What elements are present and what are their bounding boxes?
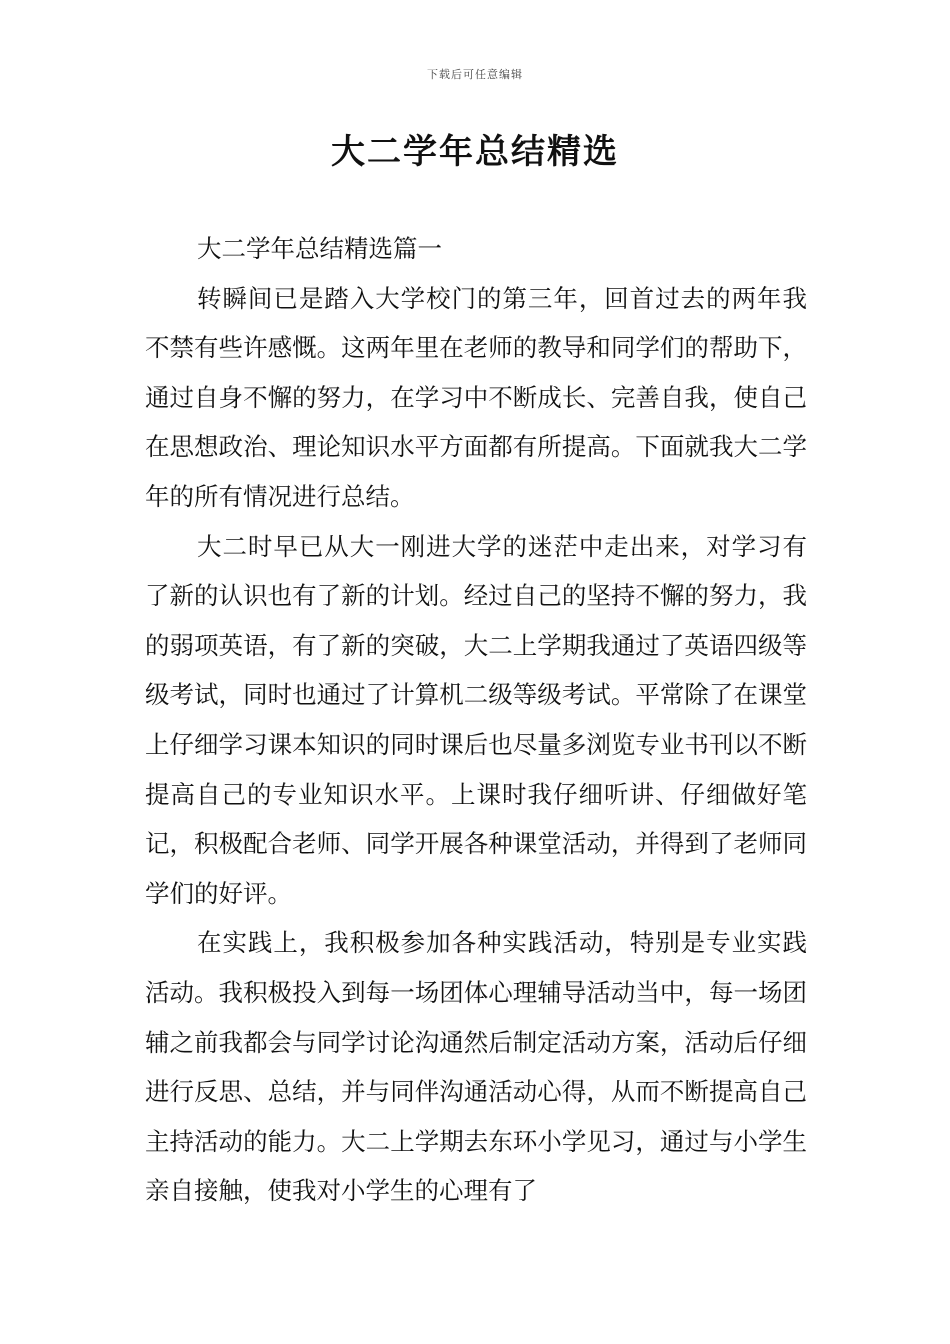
paragraph-3: 在实践上，我积极参加各种实践活动，特别是专业实践活动。我积极投入到每一场团体心理辅导活动当中，每一场团辅之前我都会与同学讨论沟通然后制定活动方案，活动后仔细进行反思、总结，并与同伴沟通活动心得，从而不断提高自己主持活动的能力。大二上学期去东环小学见习，通过与小学生亲自接触，使我对小学生的心理有了 xyxy=(145,928,807,1206)
header-note: 下载后可任意编辑 xyxy=(427,68,523,81)
paragraph-1: 转瞬间已是踏入大学校门的第三年，回首过去的两年我不禁有些许感慨。这两年里在老师的教导和同学们的帮助下，通过自身不懈的努力，在学习中不断成长、完善自我，使自己在思想政治、理论知识水平方面都有所提高。下面就我大二学年的所有情况进行总结。 xyxy=(145,283,807,511)
section-heading: 大二学年总结精选篇一 xyxy=(197,234,442,263)
document-body xyxy=(145,224,807,1216)
paragraph-2: 大二时早已从大一刚进大学的迷茫中走出来，对学习有了新的认识也有了新的计划。经过自己的坚持不懈的努力，我的弱项英语，有了新的突破，大二上学期我通过了英语四级等级考试，同时也通过了计算机二级等级考试。平常除了在课堂上仔细学习课本知识的同时课后也尽量多浏览专业书刊以不断提高自己的专业知识水平。上课时我仔细听讲、仔细做好笔记，积极配合老师、同学开展各种课堂活动，并得到了老师同学们的好评。 xyxy=(145,531,807,908)
document-title: 大二学年总结精选 xyxy=(331,132,619,172)
